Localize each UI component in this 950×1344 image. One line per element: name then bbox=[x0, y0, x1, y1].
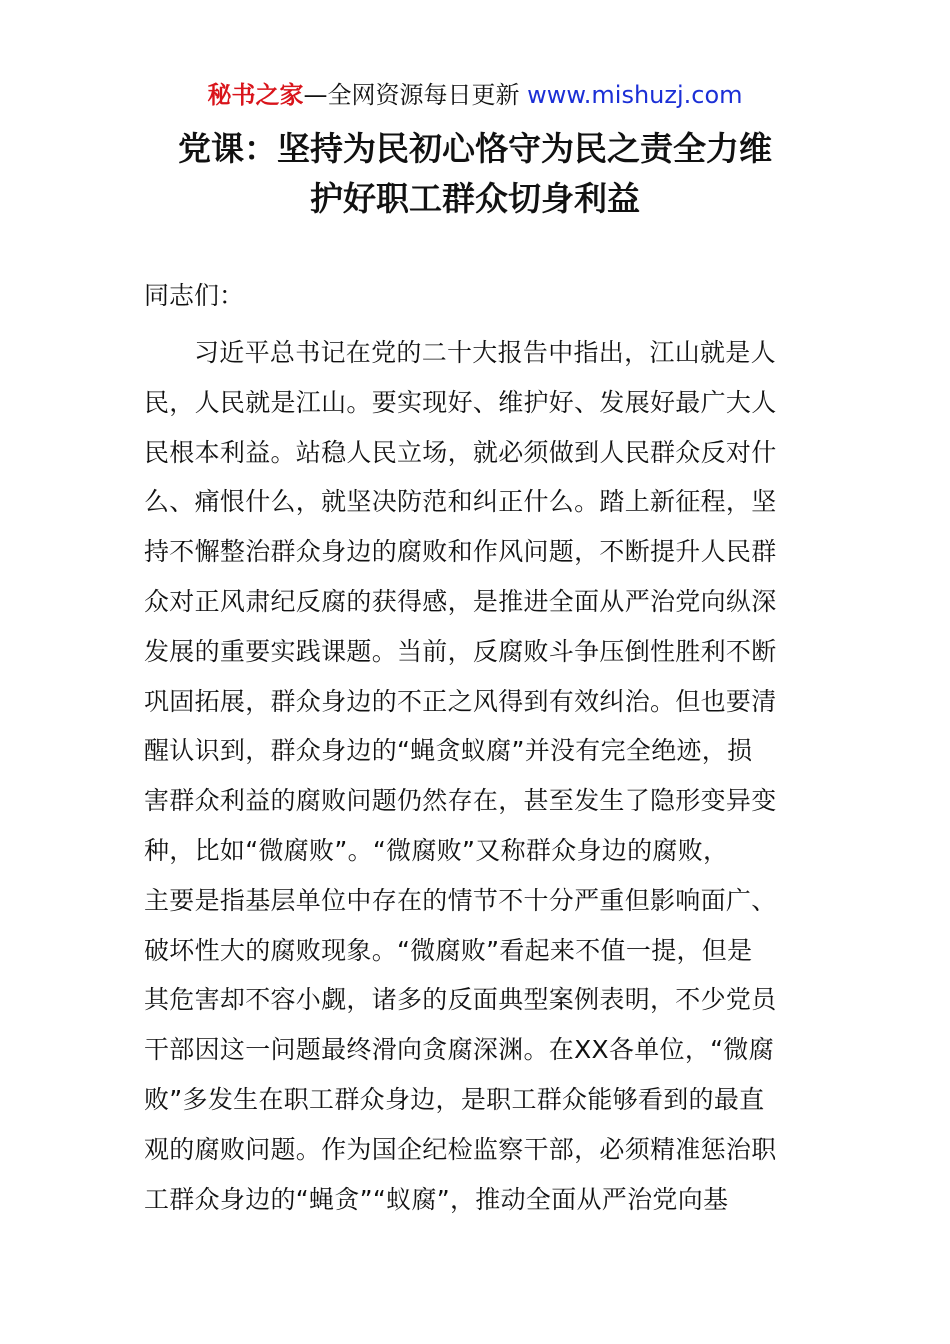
body-line: 破坏性大的腐败现象。“微腐败”看起来不值一提，但是 bbox=[144, 935, 753, 965]
document-title-line-1: 党课：坚持为民初心恪守为民之责全力维 bbox=[178, 129, 772, 168]
body-line: 干部因这一问题最终滑向贪腐深渊。在XX各单位，“微腐 bbox=[144, 1035, 775, 1065]
site-name: 秘书之家 bbox=[207, 81, 304, 109]
site-url-link[interactable]: www.mishuzj.com bbox=[527, 81, 743, 109]
body-line: 观的腐败问题。作为国企纪检监察干部，必须精准惩治职 bbox=[144, 1134, 777, 1164]
body-line: 种，比如“微腐败”。“微腐败”又称群众身边的腐败， bbox=[144, 835, 729, 865]
document-title bbox=[100, 124, 850, 224]
body-line: 持不懈整治群众身边的腐败和作风问题，不断提升人民群 bbox=[144, 537, 777, 567]
body-line: 习近平总书记在党的二十大报告中指出，江山就是人 bbox=[194, 338, 776, 367]
document-title-line-2: 护好职工群众切身利益 bbox=[310, 179, 640, 218]
body-line: 民根本利益。站稳人民立场，就必须做到人民群众反对什 bbox=[144, 437, 777, 467]
body-line: 醒认识到，群众身边的“蝇贪蚁腐”并没有完全绝迹，损 bbox=[144, 736, 753, 766]
salutation: 同志们： bbox=[144, 281, 245, 310]
body-line: 败”多发生在职工群众身边，是职工群众能够看到的最直 bbox=[144, 1084, 765, 1114]
body-line: 其危害却不容小觑，诸多的反面典型案例表明，不少党员 bbox=[144, 985, 777, 1015]
body-text bbox=[144, 328, 808, 1224]
body-line: 么、痛恨什么，就坚决防范和纠正什么。踏上新征程，坚 bbox=[144, 487, 777, 517]
site-tagline: —全网资源每日更新 bbox=[303, 81, 528, 109]
body-line: 发展的重要实践课题。当前，反腐败斗争压倒性胜利不断 bbox=[144, 636, 777, 666]
body-line: 工群众身边的“蝇贪”“蚁腐”，推动全面从严治党向基 bbox=[144, 1184, 729, 1214]
body-line: 害群众利益的腐败问题仍然存在，甚至发生了隐形变异变 bbox=[144, 786, 777, 816]
body-line: 主要是指基层单位中存在的情节不十分严重但影响面广、 bbox=[144, 885, 777, 915]
body-line: 民，人民就是江山。要实现好、维护好、发展好最广大人 bbox=[144, 387, 777, 417]
site-header bbox=[0, 78, 950, 112]
body-line: 巩固拓展，群众身边的不正之风得到有效纠治。但也要清 bbox=[144, 686, 777, 716]
body-line: 众对正风肃纪反腐的获得感，是推进全面从严治党向纵深 bbox=[144, 586, 777, 616]
